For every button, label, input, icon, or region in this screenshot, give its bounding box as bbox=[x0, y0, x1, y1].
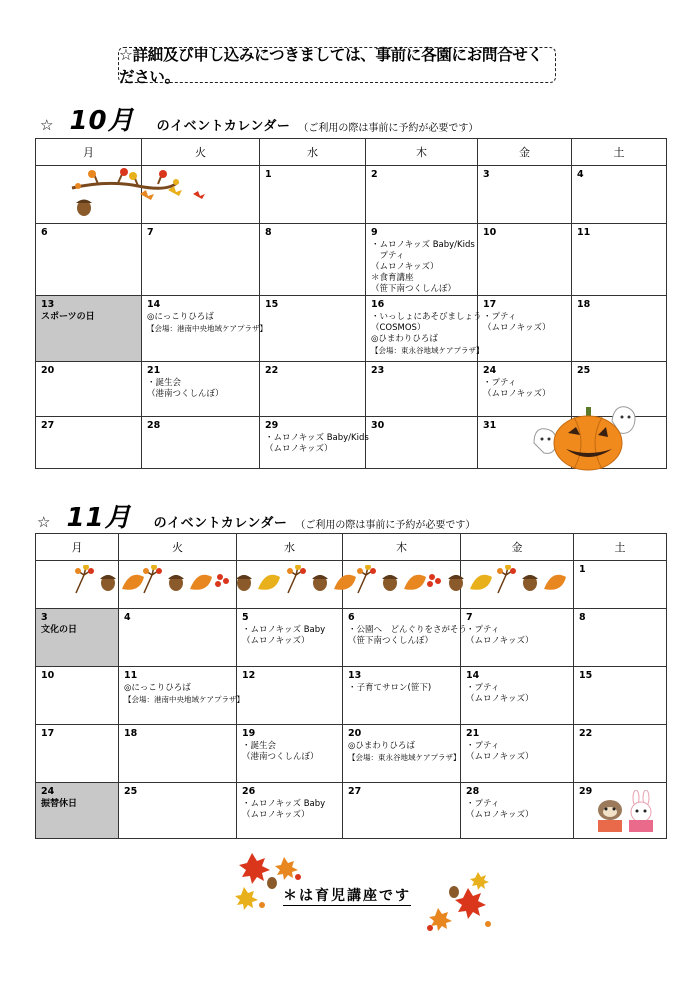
event-text: （ムロノキッズ） bbox=[466, 810, 534, 820]
november-heading bbox=[37, 505, 475, 531]
event-venue: 【会場：港南中央地域ケアプラザ】 bbox=[147, 324, 267, 333]
day-number: 23 bbox=[371, 365, 385, 376]
day-cell bbox=[142, 296, 267, 362]
day-number: 26 bbox=[242, 786, 256, 797]
day-cell bbox=[36, 667, 119, 725]
event-text: （港南つくしんぼ） bbox=[242, 752, 319, 762]
day-cell bbox=[36, 609, 119, 667]
day-cell bbox=[237, 609, 343, 667]
day-number: 1 bbox=[579, 564, 586, 575]
day-cell bbox=[36, 224, 142, 296]
event-venue: 【会場：東永谷地域ケアプラザ】 bbox=[371, 346, 484, 355]
day-number: 8 bbox=[265, 227, 272, 238]
day-cell bbox=[572, 296, 667, 362]
event-text: ◎にっこりひろば bbox=[124, 683, 191, 693]
day-number: 5 bbox=[242, 612, 249, 623]
day-cell bbox=[461, 667, 574, 725]
day-number: 14 bbox=[466, 670, 480, 681]
event-text: プティ bbox=[371, 251, 405, 261]
day-cell bbox=[574, 667, 667, 725]
day-number: 27 bbox=[348, 786, 362, 797]
weekday-header bbox=[36, 139, 667, 166]
day-cell bbox=[260, 296, 366, 362]
event-text: ・子育てサロン(笹下) bbox=[348, 683, 432, 693]
maple-leaves-icon bbox=[232, 847, 312, 917]
day-cell bbox=[574, 561, 667, 609]
star-icon: ☆ bbox=[40, 116, 54, 134]
weekday-1: 火 bbox=[142, 139, 260, 166]
event-text: （ムロノキッズ） bbox=[265, 444, 333, 454]
day-number: 20 bbox=[348, 728, 362, 739]
weekday-4: 金 bbox=[461, 534, 574, 561]
day-cell bbox=[142, 362, 260, 417]
day-cell bbox=[572, 166, 667, 224]
day-cell bbox=[478, 296, 572, 362]
day-number: 13 bbox=[41, 299, 55, 310]
day-number: 4 bbox=[577, 169, 584, 180]
event-text: ・誕生会 bbox=[242, 741, 277, 751]
weekday-5: 土 bbox=[572, 139, 667, 166]
day-number: 6 bbox=[348, 612, 355, 623]
day-cell bbox=[366, 166, 478, 224]
week-row bbox=[36, 667, 667, 725]
day-cell bbox=[237, 725, 343, 783]
day-cell bbox=[119, 783, 237, 839]
day-number: 29 bbox=[265, 420, 279, 431]
day-cell bbox=[260, 362, 366, 417]
week-row bbox=[36, 224, 667, 296]
event-text: （COSMOS） bbox=[371, 323, 426, 333]
event-text: ・プティ bbox=[483, 312, 517, 322]
event-text: ◎にっこりひろば bbox=[147, 312, 214, 322]
day-number: 1 bbox=[265, 169, 272, 180]
day-number: 9 bbox=[371, 227, 378, 238]
day-number: 17 bbox=[483, 299, 497, 310]
day-cell bbox=[36, 296, 142, 362]
day-cell bbox=[119, 667, 244, 725]
week-row bbox=[36, 725, 667, 783]
event-text: （ムロノキッズ） bbox=[242, 810, 310, 820]
day-cell bbox=[119, 725, 237, 783]
day-cell bbox=[119, 609, 237, 667]
event-text: ・ムロノキッズ Baby bbox=[242, 799, 326, 809]
october-month: 10月 bbox=[69, 106, 135, 136]
day-cell bbox=[237, 667, 343, 725]
day-number: 22 bbox=[579, 728, 593, 739]
october-note: （ご利用の際は事前に予約が必要です） bbox=[298, 123, 479, 134]
day-number: 18 bbox=[577, 299, 591, 310]
day-number: 7 bbox=[466, 612, 473, 623]
day-cell bbox=[574, 609, 667, 667]
day-cell bbox=[574, 725, 667, 783]
day-cell bbox=[343, 783, 461, 839]
week-row bbox=[36, 296, 667, 362]
weekday-1: 火 bbox=[119, 534, 237, 561]
day-number: 12 bbox=[242, 670, 256, 681]
day-cell bbox=[478, 166, 572, 224]
holiday-label: 振替休日 bbox=[41, 799, 78, 809]
event-text: ◎ひまわりひろば bbox=[348, 741, 415, 751]
event-text: （ムロノキッズ） bbox=[483, 389, 551, 399]
event-text: ・プティ bbox=[466, 625, 500, 635]
day-number: 25 bbox=[124, 786, 138, 797]
day-cell bbox=[142, 224, 260, 296]
weekday-0: 月 bbox=[36, 534, 119, 561]
day-number: 17 bbox=[41, 728, 55, 739]
day-number: 15 bbox=[265, 299, 279, 310]
day-number: 28 bbox=[147, 420, 161, 431]
day-number: 18 bbox=[124, 728, 138, 739]
event-text: （笹下南つくしんぼ） bbox=[371, 284, 457, 294]
autumn-leaf-row-icon bbox=[70, 565, 570, 597]
weekday-5: 土 bbox=[574, 534, 667, 561]
day-number: 21 bbox=[147, 365, 161, 376]
day-number: 16 bbox=[371, 299, 385, 310]
event-text: ・公園へ どんぐりをさがそう bbox=[348, 625, 468, 635]
day-number: 11 bbox=[124, 670, 138, 681]
autumn-branch-icon bbox=[68, 168, 208, 220]
weekday-3: 木 bbox=[366, 139, 478, 166]
event-text: （ムロノキッズ） bbox=[466, 636, 534, 646]
day-number: 7 bbox=[147, 227, 154, 238]
footer-note: ＊は育児講座です bbox=[283, 885, 411, 906]
event-text: ・ムロノキッズ Baby/Kids bbox=[265, 433, 369, 443]
holiday-label: 文化の日 bbox=[41, 625, 78, 635]
day-cell bbox=[36, 362, 142, 417]
weekday-3: 木 bbox=[343, 534, 461, 561]
day-number: 19 bbox=[242, 728, 256, 739]
event-text: （ムロノキッズ） bbox=[242, 636, 310, 646]
day-cell bbox=[260, 224, 366, 296]
day-number: 31 bbox=[483, 420, 497, 431]
event-text: ・プティ bbox=[483, 378, 517, 388]
weekday-header bbox=[36, 534, 667, 561]
day-number: 15 bbox=[579, 670, 593, 681]
week-row bbox=[36, 783, 667, 839]
day-cell bbox=[366, 296, 484, 362]
star-icon: ☆ bbox=[37, 513, 51, 531]
day-number: 3 bbox=[41, 612, 48, 623]
event-text: ・プティ bbox=[466, 683, 500, 693]
event-text: ・ムロノキッズ Baby/Kids bbox=[371, 240, 475, 250]
day-cell bbox=[260, 417, 369, 469]
weekday-4: 金 bbox=[478, 139, 572, 166]
event-text: ・ムロノキッズ Baby bbox=[242, 625, 326, 635]
day-number: 21 bbox=[466, 728, 480, 739]
day-number: 13 bbox=[348, 670, 362, 681]
event-text: （ムロノキッズ） bbox=[483, 323, 551, 333]
day-number: 24 bbox=[41, 786, 55, 797]
day-cell bbox=[478, 224, 572, 296]
day-number: 25 bbox=[577, 365, 591, 376]
day-cell bbox=[142, 417, 260, 469]
day-cell bbox=[343, 667, 461, 725]
october-title: のイベントカレンダー bbox=[156, 119, 291, 134]
day-cell bbox=[36, 417, 142, 469]
day-cell bbox=[461, 725, 574, 783]
day-number: 24 bbox=[483, 365, 497, 376]
animals-reading-icon bbox=[592, 790, 662, 836]
day-number: 29 bbox=[579, 786, 593, 797]
day-number: 10 bbox=[483, 227, 497, 238]
event-venue: 【会場：東永谷地域ケアプラザ】 bbox=[348, 753, 461, 762]
day-cell bbox=[36, 725, 119, 783]
day-number: 11 bbox=[577, 227, 591, 238]
day-number: 27 bbox=[41, 420, 55, 431]
event-text: （笹下南つくしんぼ） bbox=[348, 636, 434, 646]
day-number: 14 bbox=[147, 299, 161, 310]
weekday-2: 水 bbox=[260, 139, 366, 166]
day-number: 10 bbox=[41, 670, 55, 681]
day-cell bbox=[366, 362, 478, 417]
day-number: 30 bbox=[371, 420, 385, 431]
october-heading bbox=[40, 108, 478, 134]
day-number: 2 bbox=[371, 169, 378, 180]
event-text: （ムロノキッズ） bbox=[371, 262, 439, 272]
day-cell bbox=[260, 166, 366, 224]
day-cell bbox=[343, 725, 461, 783]
day-number: 6 bbox=[41, 227, 48, 238]
event-text: ・誕生会 bbox=[147, 378, 182, 388]
event-text: ・プティ bbox=[466, 741, 500, 751]
notice-text: ☆詳細及び申し込みにつきましては、事前に各園にお問合せください。 bbox=[119, 46, 543, 86]
event-venue: 【会場：港南中央地域ケアプラザ】 bbox=[124, 695, 244, 704]
event-text: ・いっしょにあそびましょう bbox=[371, 312, 482, 322]
day-cell bbox=[36, 783, 119, 839]
event-text: （港南つくしんぼ） bbox=[147, 389, 224, 399]
notice-banner bbox=[118, 46, 556, 86]
maple-leaves-icon bbox=[418, 868, 498, 938]
day-cell bbox=[461, 783, 574, 839]
day-number: 28 bbox=[466, 786, 480, 797]
day-cell bbox=[366, 224, 478, 296]
november-month: 11月 bbox=[66, 503, 132, 533]
day-number: 20 bbox=[41, 365, 55, 376]
event-text: ◎ひまわりひろば bbox=[371, 334, 438, 344]
day-number: 4 bbox=[124, 612, 131, 623]
day-cell bbox=[572, 224, 667, 296]
holiday-label: スポーツの日 bbox=[41, 312, 95, 322]
november-note: （ご利用の際は事前に予約が必要です） bbox=[295, 520, 476, 531]
event-text: ＊食育講座 bbox=[371, 273, 414, 283]
event-text: （ムロノキッズ） bbox=[466, 694, 534, 704]
day-cell bbox=[237, 783, 343, 839]
day-cell bbox=[461, 609, 574, 667]
day-cell bbox=[366, 417, 478, 469]
event-text: ・プティ bbox=[466, 799, 500, 809]
day-number: 8 bbox=[579, 612, 586, 623]
november-title: のイベントカレンダー bbox=[153, 516, 288, 531]
day-number: 3 bbox=[483, 169, 490, 180]
event-text: （ムロノキッズ） bbox=[466, 752, 534, 762]
day-number: 22 bbox=[265, 365, 279, 376]
day-cell bbox=[343, 609, 468, 667]
weekday-0: 月 bbox=[36, 139, 142, 166]
weekday-2: 水 bbox=[237, 534, 343, 561]
pumpkin-ghost-icon bbox=[524, 403, 654, 473]
week-row bbox=[36, 609, 667, 667]
